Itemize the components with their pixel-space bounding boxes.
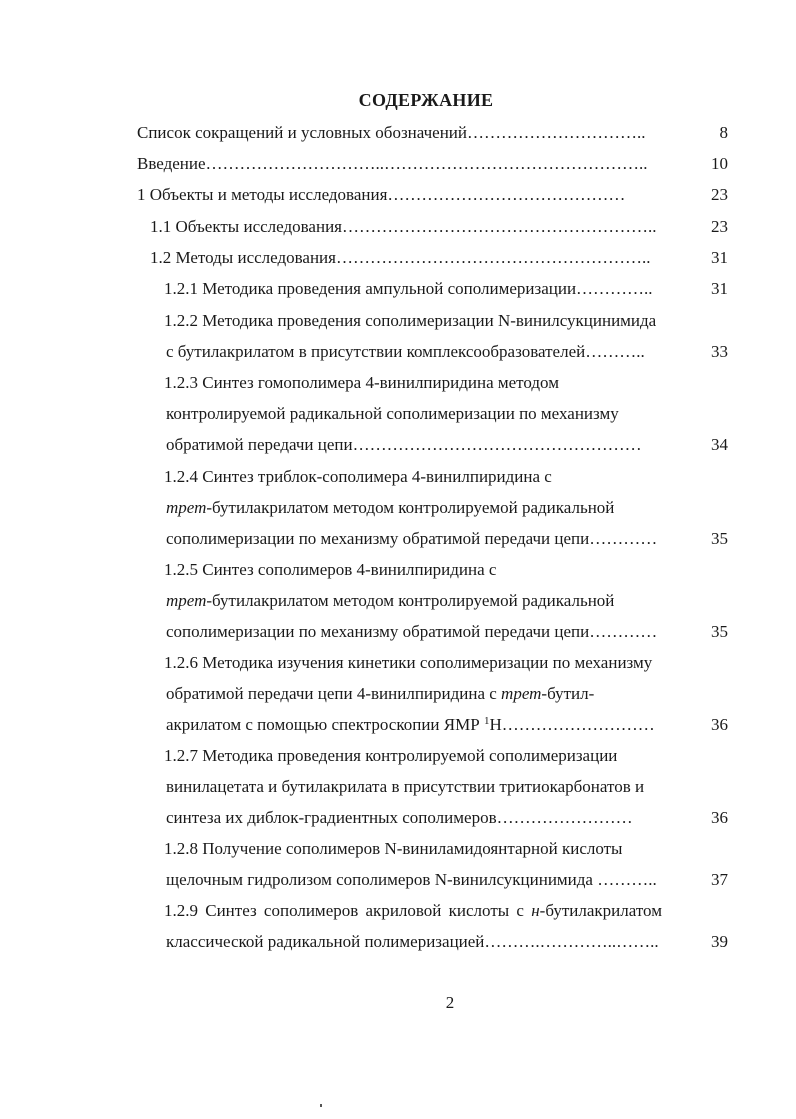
toc-entry bbox=[0, 617, 796, 647]
toc-entry-label: 1.2.7 Методика проведения контролируемой сополимеризации bbox=[164, 746, 618, 765]
page-title: СОДЕРЖАНИЕ bbox=[358, 90, 494, 110]
toc-entry bbox=[0, 586, 796, 616]
superscript: 1 bbox=[483, 715, 490, 727]
italic-term: трет bbox=[166, 498, 207, 517]
toc-entry-page: 35 bbox=[711, 529, 728, 548]
toc-entry bbox=[0, 212, 796, 242]
toc-entry bbox=[0, 679, 796, 709]
toc-entry bbox=[0, 772, 796, 802]
toc-entry-label: сополимеризации по механизму обратимой передачи цепи………… bbox=[166, 622, 658, 641]
toc-entry-page: 31 bbox=[711, 248, 728, 267]
toc-entry bbox=[0, 741, 796, 771]
toc-entry bbox=[0, 524, 796, 554]
toc-entry-label: Введение…………………………..……………………………………….. bbox=[137, 154, 648, 173]
toc-entry-label-tail: Н……………………… bbox=[489, 715, 655, 734]
italic-term: н bbox=[531, 901, 540, 920]
toc-entry-label-tail: -бутил- bbox=[541, 684, 595, 703]
toc-entry bbox=[0, 430, 796, 460]
toc-entry-page: 23 bbox=[711, 185, 728, 204]
toc-entry-page: 34 bbox=[711, 435, 728, 454]
toc-entry bbox=[0, 180, 796, 210]
toc-entry bbox=[0, 493, 796, 523]
toc-entry-label-tail: -бутилакрилатом bbox=[539, 901, 662, 920]
toc-entry-label: 1.2 Методы исследования……………………………………………….. bbox=[150, 248, 651, 267]
toc-entry-label: классической радикальной полимеризацией……….…………..…….. bbox=[166, 932, 659, 951]
toc-entry bbox=[0, 710, 796, 740]
toc-entry-page: 36 bbox=[711, 715, 728, 734]
toc-entry bbox=[0, 834, 796, 864]
toc-entry bbox=[0, 149, 796, 179]
toc-entry bbox=[0, 118, 796, 148]
toc-entry-label: 1.2.8 Получение сополимеров N-виниламидоянтарной кислоты bbox=[164, 839, 623, 858]
toc-entry bbox=[0, 399, 796, 429]
toc-entry-label: с бутилакрилатом в присутствии комплексообразователей……….. bbox=[166, 342, 645, 361]
toc-entry-page: 31 bbox=[711, 279, 728, 298]
toc-entry-label: Список сокращений и условных обозначений………………………….. bbox=[137, 123, 646, 142]
toc-entry-page: 10 bbox=[711, 154, 728, 173]
italic-term: трет bbox=[501, 684, 542, 703]
toc-entry-page: 39 bbox=[711, 932, 728, 951]
toc-entry-label: 1.2.6 Методика изучения кинетики сополимеризации по механизму bbox=[164, 653, 653, 672]
toc-entry-label: щелочным гидролизом сополимеров N-винилсукцинимида ……….. bbox=[166, 870, 657, 889]
toc-entry-label: 1.2.4 Синтез триблок-сополимера 4-винилпиридина с bbox=[164, 467, 552, 486]
toc-entry-label: винилацетата и бутилакрилата в присутствии тритиокарбонатов и bbox=[166, 777, 645, 796]
toc-entry-label: обратимой передачи цепи 4-винилпиридина с bbox=[166, 684, 502, 703]
toc-entry-label: акрилатом с помощью спектроскопии ЯМР bbox=[166, 715, 484, 734]
toc-entry bbox=[0, 648, 796, 678]
toc-entry-page: 36 bbox=[711, 808, 728, 827]
toc-entry-label: контролируемой радикальной сополимеризации по механизму bbox=[166, 404, 619, 423]
toc-entry bbox=[0, 927, 796, 957]
toc-entry-label: -бутилакрилатом методом контролируемой радикальной bbox=[206, 498, 615, 517]
toc-entry-label: 1.2.1 Методика проведения ампульной сополимеризации………….. bbox=[164, 279, 653, 298]
toc-entry bbox=[0, 274, 796, 304]
toc-entry-label: сополимеризации по механизму обратимой передачи цепи………… bbox=[166, 529, 658, 548]
toc-entry-page: 35 bbox=[711, 622, 728, 641]
toc-entry-page: 23 bbox=[711, 217, 728, 236]
toc-entry-page: 37 bbox=[711, 870, 728, 889]
toc-entry bbox=[0, 896, 796, 926]
page-number: 2 bbox=[445, 993, 455, 1012]
toc-entry bbox=[0, 306, 796, 336]
toc-entry-page: 33 bbox=[711, 342, 728, 361]
toc-entry bbox=[0, 865, 796, 895]
toc-entry bbox=[0, 337, 796, 367]
italic-term: трет bbox=[166, 591, 207, 610]
toc-entry-label: -бутилакрилатом методом контролируемой радикальной bbox=[206, 591, 615, 610]
toc-entry-label: обратимой передачи цепи…………………………………………… bbox=[166, 435, 642, 454]
toc-entry bbox=[0, 368, 796, 398]
toc-entry bbox=[0, 803, 796, 833]
toc-entry-label: 1.2.2 Методика проведения сополимеризации N-винилсукцинимида bbox=[164, 311, 657, 330]
toc-entry-label: 1.2.3 Синтез гомополимера 4-винилпиридина методом bbox=[164, 373, 559, 392]
toc-entry-label: 1.1 Объекты исследования……………………………………………….. bbox=[150, 217, 657, 236]
toc-entry bbox=[0, 555, 796, 585]
toc-entry-label: 1 Объекты и методы исследования…………………………………… bbox=[137, 185, 626, 204]
scan-speck bbox=[320, 1104, 322, 1107]
toc-entry bbox=[0, 243, 796, 273]
toc-entry-label: синтеза их диблок-градиентных сополимеров…………………… bbox=[166, 808, 633, 827]
toc-entry-label: 1.2.9 Синтез сополимеров акриловой кислоты с bbox=[164, 901, 532, 920]
toc-entry-label: 1.2.5 Синтез сополимеров 4-винилпиридина с bbox=[164, 560, 497, 579]
toc-entry-page: 8 bbox=[719, 123, 728, 142]
toc-entry bbox=[0, 462, 796, 492]
